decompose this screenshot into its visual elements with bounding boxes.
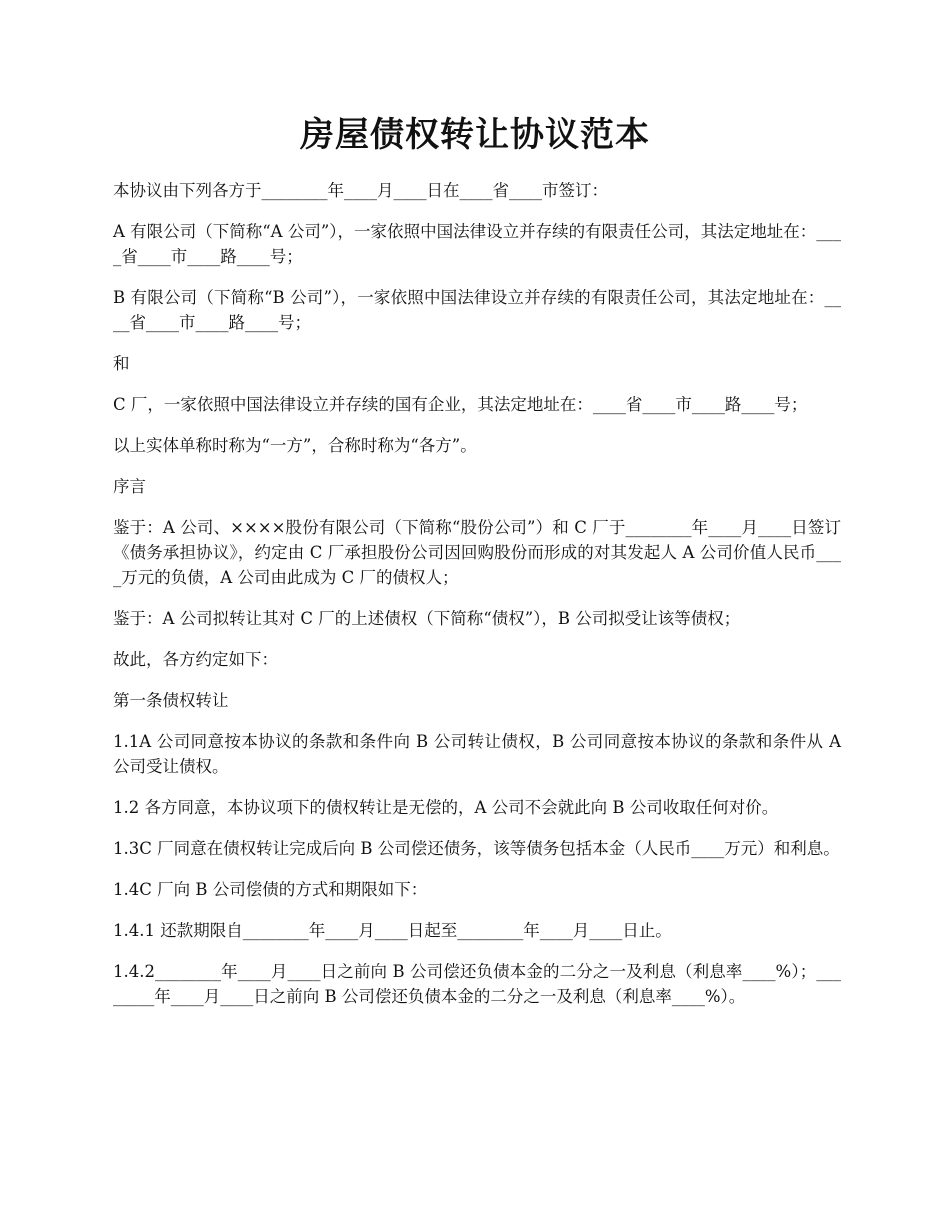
document-title: 房屋债权转让协议范本 [300,115,650,155]
heading-article-1: 第一条债权转让 [113,691,229,710]
clause-1-2: 1.2 各方同意，本协议项下的债权转让是无偿的，A 公司不会就此向 B 公司收取任何对价。 [113,798,779,817]
paragraph-party-a: A 有限公司（下简称“A 公司”），一家依照中国法律设立并存续的有限责任公司，其法定地址在：____省____市____路____号； [113,222,841,266]
paragraph-party-c: C 厂，一家依照中国法律设立并存续的国有企业，其法定地址在：____省____市____路____号； [113,395,808,414]
clause-1-4-2: 1.4.2________年____月____日之前向 B 公司偿还负债本金的二分之一及利息（利息率____%）；________年____月____日之前向 B 公司偿还负债本金的二分之一及利息（利息率____%）。 [113,962,841,1006]
clause-1-3: 1.3C 厂同意在债权转让完成后向 B 公司偿还债务，该等债务包括本金（人民币____万元）和利息。 [113,839,840,858]
paragraph-signing-info: 本协议由下列各方于________年____月____日在____省____市签订： [113,181,608,200]
paragraph-agreement-intro: 故此，各方约定如下： [113,650,278,669]
clause-1-4-1: 1.4.1 还款期限自________年____月____日起至________年____月____日止。 [113,921,672,940]
paragraph-whereas-2: 鉴于：A 公司拟转让其对 C 厂的上述债权（下简称“债权”），B 公司拟受让该等债权； [113,609,741,628]
document-body [113,178,841,1025]
paragraph-whereas-1: 鉴于：A 公司、××××股份有限公司（下简称“股份公司”）和 C 厂于________年____月____日签订《债务承担协议》，约定由 C 厂承担股份公司因回购股份而形成的对其发起人 A 公司价值人民币____万元的负债，A 公司由此成为 C 厂的债权人； [113,518,841,587]
clause-1-4: 1.4C 厂向 B 公司偿债的方式和期限如下： [113,880,428,899]
clause-1-1: 1.1A 公司同意按本协议的条款和条件向 B 公司转让债权，B 公司同意按本协议的条款和条件从 A 公司受让债权。 [113,732,841,776]
heading-preamble: 序言 [113,477,146,496]
paragraph-and: 和 [113,354,130,373]
paragraph-party-definitions: 以上实体单称时称为“一方”，合称时称为“各方”。 [113,436,477,455]
paragraph-party-b: B 有限公司（下简称“B 公司”），一家依照中国法律设立并存续的有限责任公司，其法定地址在：____省____市____路____号； [113,288,841,332]
